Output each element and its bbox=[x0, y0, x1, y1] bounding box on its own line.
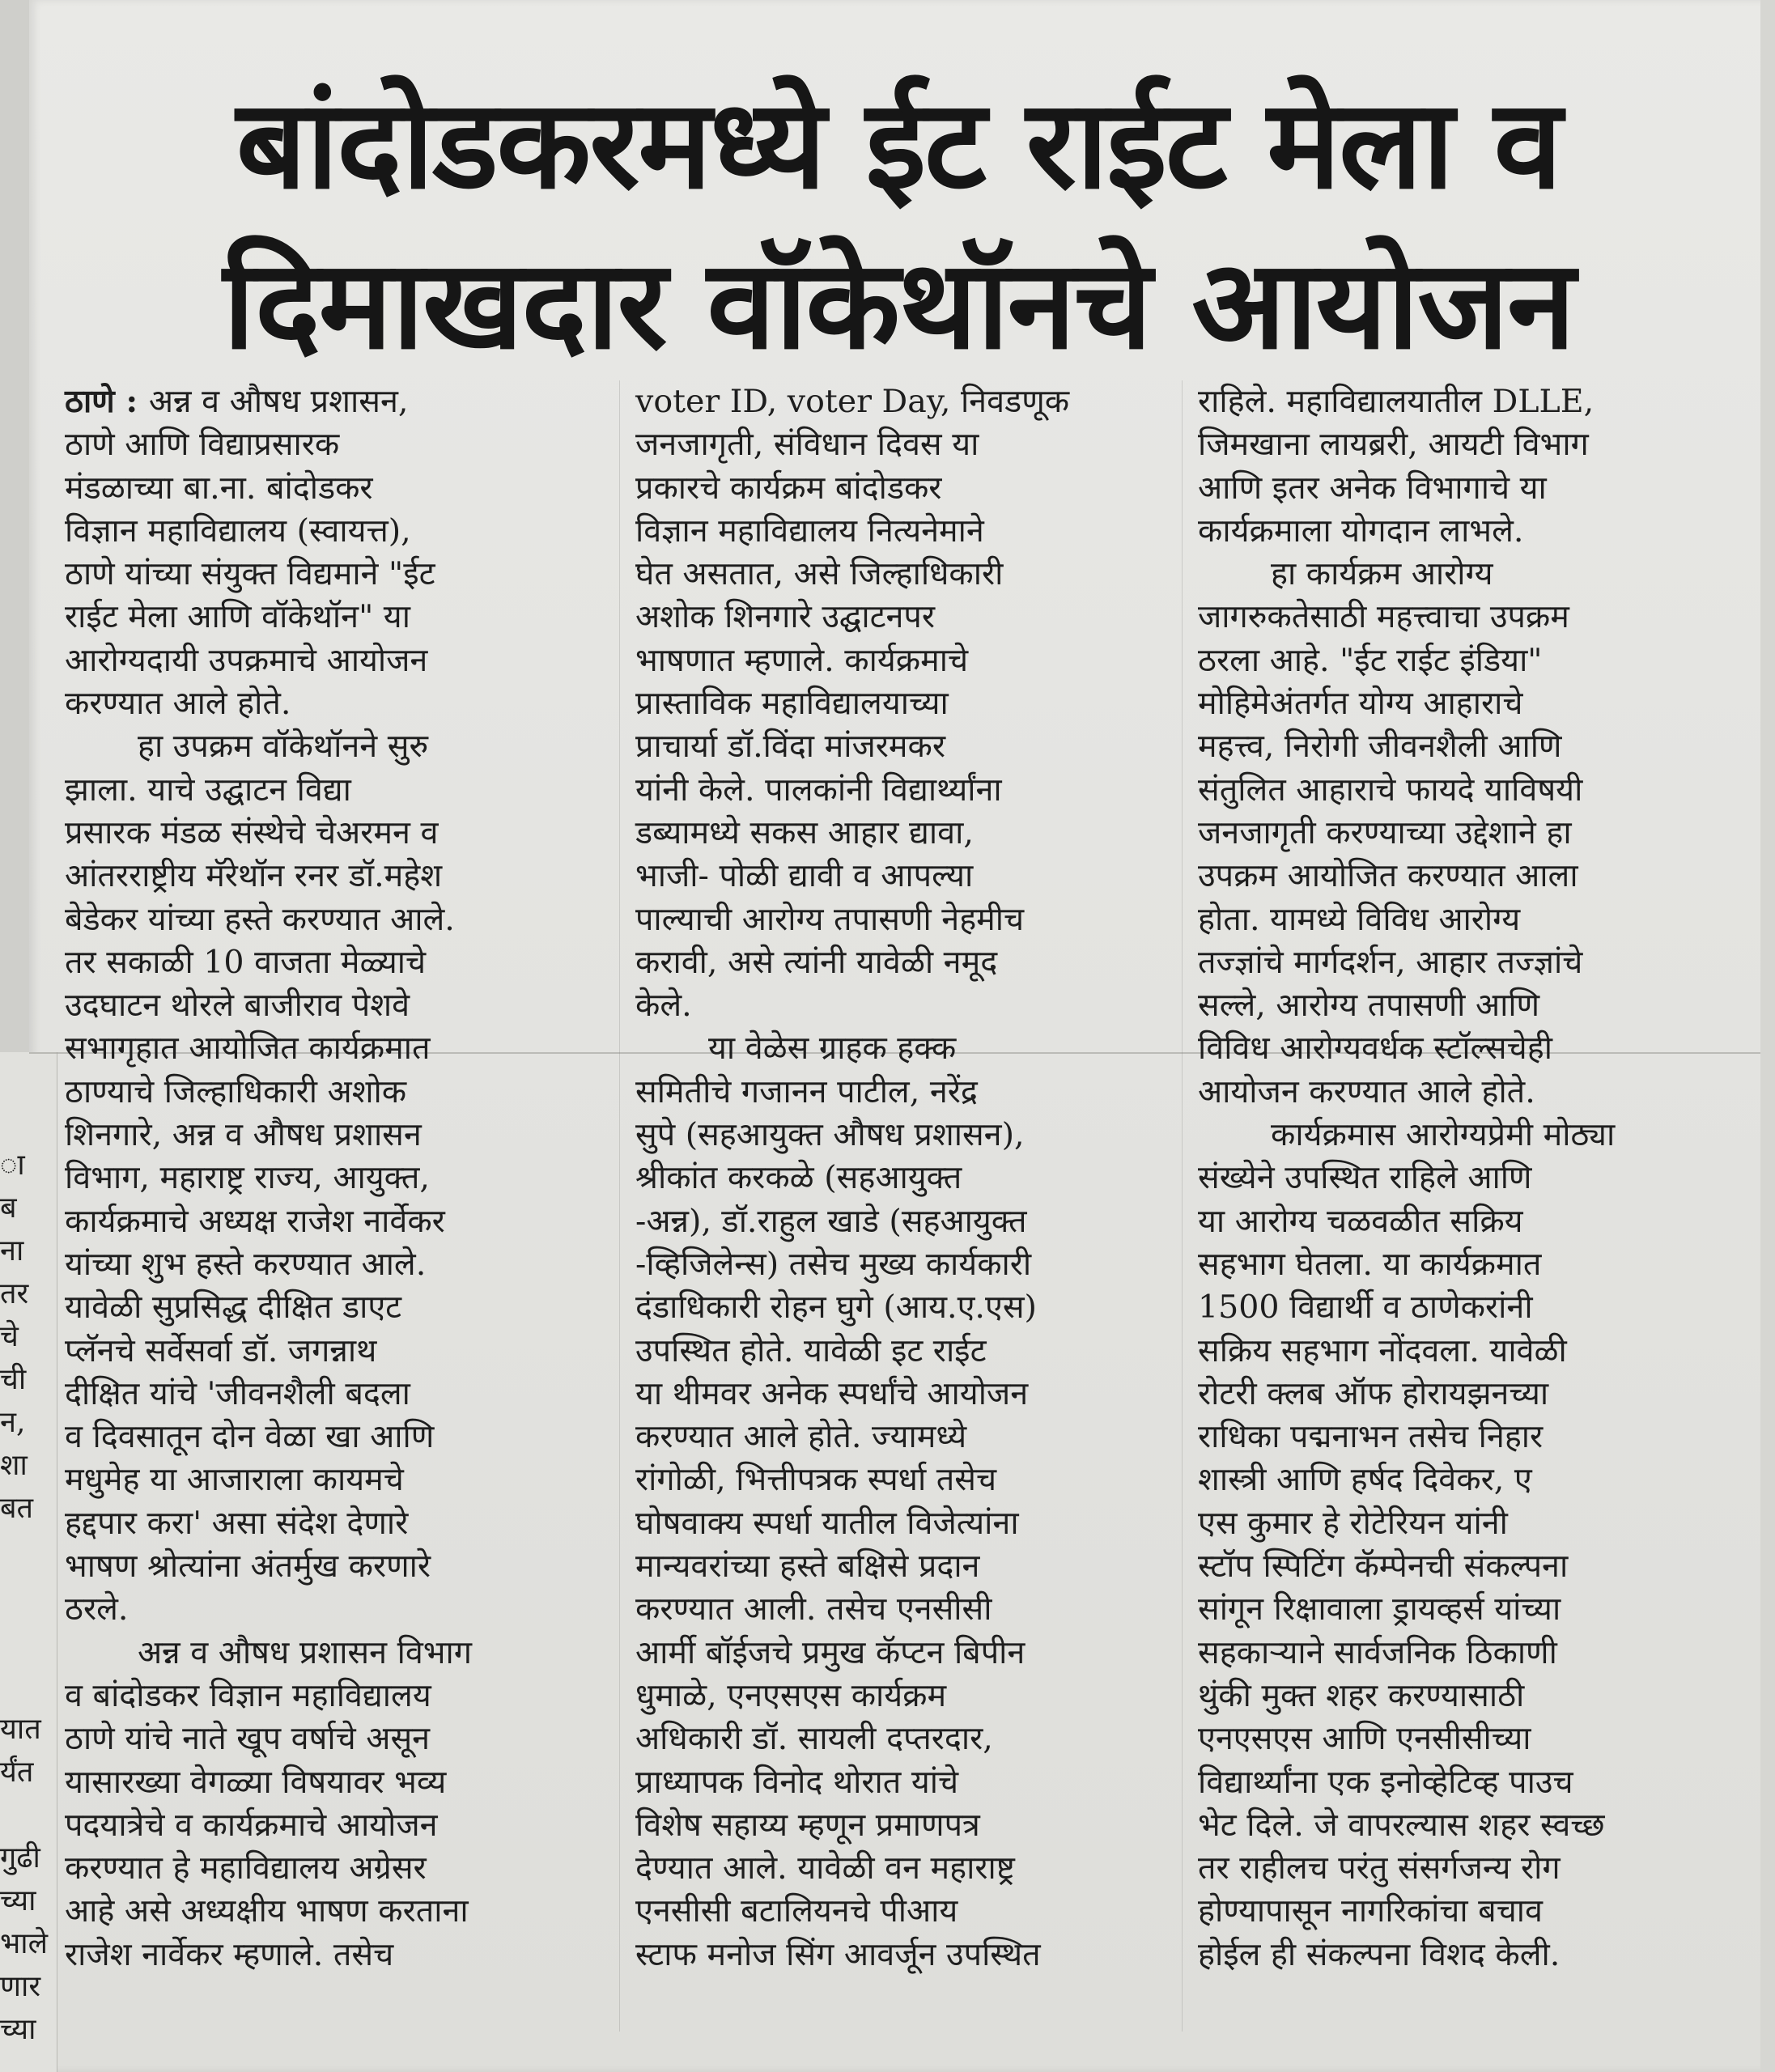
line-text: या थीमवर अनेक स्पर्धांचे आयोजन bbox=[635, 1374, 1029, 1412]
headline-line-2: दिमाखदार वॉकेथॉनचे आयोजन bbox=[223, 233, 1574, 376]
text-line bbox=[635, 898, 1161, 941]
line-text: घोषवाक्य स्पर्धा यातील विजेत्यांना bbox=[635, 1504, 1019, 1542]
text-line bbox=[65, 1373, 591, 1416]
text-line bbox=[1198, 1373, 1724, 1416]
line-text: प्रकारचे कार्यक्रम बांदोडकर bbox=[635, 469, 942, 507]
text-line bbox=[65, 1330, 591, 1373]
line-text: दंडाधिकारी रोहन घुगे (आय.ए.एस) bbox=[635, 1289, 1037, 1327]
text-line bbox=[65, 1243, 591, 1286]
line-text: राईट मेला आणि वॉकेथॉन" या bbox=[65, 598, 410, 636]
line-text: सहकाऱ्याने सार्वजनिक ठिकाणी bbox=[1198, 1633, 1557, 1671]
line-text: एस कुमार हे रोटेरियन यांनी bbox=[1198, 1504, 1508, 1542]
text-line bbox=[65, 380, 591, 423]
text-line bbox=[635, 1632, 1161, 1675]
page-edge bbox=[1760, 0, 1775, 2072]
text-line bbox=[65, 639, 591, 682]
line-text: सांगून रिक्षावाला ड्रायव्हर्स यांच्या bbox=[1198, 1590, 1561, 1628]
line-text: जागरुकतेसाठी महत्त्वाचा उपक्रम bbox=[1198, 598, 1569, 636]
line-text: थुंकी मुक्त शहर करण्यासाठी bbox=[1198, 1676, 1525, 1714]
line-text: हद्दपार करा' असा संदेश देणारे bbox=[65, 1504, 409, 1542]
line-text: करण्यात हे महाविद्यालय अग्रेसर bbox=[65, 1849, 427, 1887]
line-text: जनजागृती, संविधान दिवस या bbox=[635, 426, 979, 464]
line-text: एनसीसी बटालियनचे पीआय bbox=[635, 1892, 958, 1930]
line-text: विविध आरोग्यवर्धक स्टॉल्सचेही bbox=[1198, 1030, 1552, 1068]
text-line bbox=[1198, 1675, 1724, 1717]
text-line bbox=[65, 682, 591, 725]
text-line bbox=[635, 855, 1161, 898]
text-line bbox=[65, 1761, 591, 1804]
line-text: कार्यक्रमाचे अध्यक्ष राजेश नार्वेकर bbox=[65, 1202, 445, 1240]
line-text: समितीचे गजानन पाटील, नरेंद्र bbox=[635, 1072, 978, 1110]
headline-line-1: बांदोडकरमध्ये ईट राईट मेला व bbox=[236, 73, 1561, 216]
line-text: करण्यात आले होते. ज्यामध्ये bbox=[635, 1418, 967, 1456]
text-line bbox=[1198, 984, 1724, 1027]
line-text: करावी, असे त्यांनी यावेळी नमूद bbox=[635, 943, 998, 981]
line-text: संतुलित आहाराचे फायदे याविषयी bbox=[1198, 771, 1583, 809]
text-line bbox=[65, 1114, 591, 1157]
line-text: उपक्रम आयोजित करण्यात आला bbox=[1198, 857, 1578, 895]
text-line bbox=[1198, 1416, 1724, 1458]
line-text: -व्हिजिलेन्स) तसेच मुख्य कार्यकारी bbox=[635, 1245, 1032, 1283]
dateline: ठाणे : bbox=[65, 383, 149, 420]
text-line bbox=[1198, 467, 1724, 510]
text-line bbox=[635, 1114, 1161, 1157]
text-line bbox=[635, 639, 1161, 682]
text-line bbox=[65, 553, 591, 596]
line-text: होण्यापासून नागरिकांचा बचाव bbox=[1198, 1892, 1543, 1930]
line-text: ठाणे आणि विद्याप्रसारक bbox=[65, 426, 340, 464]
text-line bbox=[65, 769, 591, 812]
line-text: आहे असे अध्यक्षीय भाषण करताना bbox=[65, 1892, 469, 1930]
line-text: प्राचार्या डॉ.विंदा मांजरमकर bbox=[635, 728, 946, 766]
text-line bbox=[635, 1804, 1161, 1847]
fragment-text: च्या bbox=[0, 2013, 36, 2046]
text-line bbox=[1198, 639, 1724, 682]
line-text: होता. यामध्ये विविध आरोग्य bbox=[1198, 900, 1521, 938]
line-text: राहिले. महाविद्यालयातील DLLE, bbox=[1198, 383, 1595, 420]
text-line bbox=[65, 1027, 591, 1070]
fragment-text: तर bbox=[0, 1277, 29, 1310]
line-text: उदघाटन थोरले बाजीराव पेशवे bbox=[65, 987, 410, 1025]
text-line bbox=[635, 1934, 1161, 1976]
text-line bbox=[635, 1373, 1161, 1416]
fragment-text: गुढी bbox=[0, 1841, 40, 1875]
line-text: आर्मी बॉईजचे प्रमुख कॅप्टन बिपीन bbox=[635, 1633, 1026, 1671]
text-line bbox=[635, 1071, 1161, 1114]
text-line bbox=[1198, 1934, 1724, 1976]
text-line bbox=[1198, 1200, 1724, 1243]
text-line bbox=[635, 1502, 1161, 1545]
text-line bbox=[65, 1157, 591, 1199]
line-text: केले. bbox=[635, 987, 692, 1025]
line-text: 1500 विद्यार्थी व ठाणेकरांनी bbox=[1198, 1289, 1533, 1327]
line-text: भाषण श्रोत्यांना अंतर्मुख करणारे bbox=[65, 1548, 431, 1586]
line-text: आयोजन करण्यात आले होते. bbox=[1198, 1072, 1535, 1110]
line-text: अन्न व औषध प्रशासन, bbox=[148, 383, 409, 420]
text-line bbox=[635, 1675, 1161, 1717]
text-line bbox=[635, 1027, 1161, 1070]
line-text: डब्यामध्ये सकस आहार द्यावा, bbox=[635, 813, 974, 851]
text-line bbox=[1198, 1071, 1724, 1114]
text-line bbox=[1198, 1890, 1724, 1933]
text-line bbox=[635, 1545, 1161, 1588]
line-text: कार्यक्रमाला योगदान लाभले. bbox=[1198, 512, 1524, 550]
line-text: बेडेकर यांच्या हस्ते करण्यात आले. bbox=[65, 900, 455, 938]
text-line bbox=[65, 855, 591, 898]
line-text: voter ID, voter Day, निवडणूक bbox=[635, 383, 1070, 420]
text-line bbox=[1198, 423, 1724, 466]
line-text: हा उपक्रम वॉकेथॉनने सुरु bbox=[138, 728, 429, 766]
text-line bbox=[65, 1717, 591, 1760]
fragment-text: ची bbox=[0, 1363, 27, 1396]
line-text: उपस्थित होते. यावेळी इट राईट bbox=[635, 1331, 987, 1369]
text-line bbox=[635, 1761, 1161, 1804]
text-line bbox=[1198, 769, 1724, 812]
line-text: मधुमेह या आजाराला कायमचे bbox=[65, 1461, 404, 1499]
text-line bbox=[1198, 553, 1724, 596]
text-line bbox=[635, 682, 1161, 725]
text-line bbox=[635, 423, 1161, 466]
line-text: कार्यक्रमास आरोग्यप्रेमी मोठ्या bbox=[1271, 1116, 1616, 1154]
text-line bbox=[635, 380, 1161, 423]
text-line bbox=[635, 1243, 1161, 1286]
text-line bbox=[1198, 1588, 1724, 1631]
line-text: सल्ले, आरोग्य तपासणी आणि bbox=[1198, 987, 1540, 1025]
line-text: होईल ही संकल्पना विशद केली. bbox=[1198, 1935, 1561, 1973]
line-text: अधिकारी डॉ. सायली दप्तरदार, bbox=[635, 1720, 993, 1758]
line-text: तर सकाळी 10 वाजता मेळ्याचे bbox=[65, 943, 427, 981]
text-line bbox=[635, 984, 1161, 1027]
line-text: संख्येने उपस्थित राहिले आणि bbox=[1198, 1159, 1532, 1197]
text-line bbox=[65, 467, 591, 510]
line-text: आणि इतर अनेक विभागाचे या bbox=[1198, 469, 1547, 507]
line-text: झाला. याचे उद्घाटन विद्या bbox=[65, 771, 351, 809]
line-text: राजेश नार्वेकर म्हणाले. तसेच bbox=[65, 1935, 394, 1973]
line-text: आंतरराष्ट्रीय मॅरेथॉन रनर डॉ.महेश bbox=[65, 857, 443, 895]
line-text: विद्यार्थ्यांना एक इनोव्हेटिव्ह पाउच bbox=[1198, 1763, 1573, 1801]
text-line bbox=[65, 510, 591, 553]
line-text: विज्ञान महाविद्यालय (स्वायत्त), bbox=[65, 512, 411, 550]
text-line bbox=[635, 553, 1161, 596]
text-line bbox=[1198, 1114, 1724, 1157]
text-line bbox=[1198, 725, 1724, 768]
fragment-text: ा bbox=[0, 1149, 25, 1182]
line-text: ठरले. bbox=[65, 1590, 129, 1628]
text-line bbox=[1198, 1804, 1724, 1847]
text-line bbox=[65, 1416, 591, 1458]
text-line bbox=[65, 1545, 591, 1588]
text-line bbox=[1198, 1243, 1724, 1286]
line-text: स्टॉप स्पिटिंग कॅम्पेनची संकल्पना bbox=[1198, 1548, 1569, 1586]
text-line bbox=[635, 941, 1161, 984]
line-text: मान्यवरांच्या हस्ते बक्षिसे प्रदान bbox=[635, 1548, 980, 1586]
line-text: रोटरी क्लब ऑफ होरायझनच्या bbox=[1198, 1374, 1549, 1412]
fragment-text: बत bbox=[0, 1492, 34, 1525]
line-text: पाल्याची आरोग्य तपासणी नेहमीच bbox=[635, 900, 1025, 938]
text-line bbox=[635, 467, 1161, 510]
text-line bbox=[1198, 682, 1724, 725]
text-line bbox=[65, 1458, 591, 1501]
line-text: भेट दिले. जे वापरल्यास शहर स्वच्छ bbox=[1198, 1806, 1605, 1844]
line-text: जनजागृती करण्याच्या उद्देशाने हा bbox=[1198, 813, 1572, 851]
line-text: स्टाफ मनोज सिंग आवर्जून उपस्थित bbox=[635, 1935, 1041, 1973]
line-text: विभाग, महाराष्ट्र राज्य, आयुक्त, bbox=[65, 1159, 430, 1197]
text-line bbox=[1198, 941, 1724, 984]
text-line bbox=[1198, 1027, 1724, 1070]
line-text: ठरला आहे. "ईट राईट इंडिया" bbox=[1198, 641, 1543, 679]
line-text: यावेळी सुप्रसिद्ध दीक्षित डाएट bbox=[65, 1289, 402, 1327]
line-text: जिमखाना लायब्ररी, आयटी विभाग bbox=[1198, 426, 1589, 464]
line-text: -अन्न), डॉ.राहुल खाडे (सहआयुक्त bbox=[635, 1202, 1027, 1240]
line-text: घेत असतात, असे जिल्हाधिकारी bbox=[635, 555, 1004, 593]
text-line bbox=[1198, 1502, 1724, 1545]
line-text: अशोक शिनगारे उद्घाटनपर bbox=[635, 598, 935, 636]
text-line bbox=[65, 423, 591, 466]
line-text: यासारख्या वेगळ्या विषयावर भव्य bbox=[65, 1763, 447, 1801]
text-line bbox=[65, 1502, 591, 1545]
text-line bbox=[635, 1416, 1161, 1458]
line-text: सभागृहात आयोजित कार्यक्रमात bbox=[65, 1030, 431, 1068]
adjacent-article-fragments-lower bbox=[0, 1708, 49, 2051]
text-line bbox=[1198, 380, 1724, 423]
text-line bbox=[1198, 1632, 1724, 1675]
text-line bbox=[1198, 510, 1724, 553]
text-line bbox=[1198, 898, 1724, 941]
fragment-text: न, bbox=[0, 1406, 26, 1439]
text-line bbox=[65, 1934, 591, 1976]
text-line bbox=[65, 1890, 591, 1933]
column-gutter bbox=[1182, 380, 1183, 2032]
line-text: मंडळाच्या बा.ना. बांदोडकर bbox=[65, 469, 373, 507]
line-text: हा कार्यक्रम आरोग्य bbox=[1271, 555, 1493, 593]
text-line bbox=[1198, 1330, 1724, 1373]
fragment-text: चे bbox=[0, 1320, 19, 1353]
text-line bbox=[635, 1330, 1161, 1373]
text-line bbox=[65, 941, 591, 984]
article-column-3 bbox=[1198, 380, 1724, 1976]
line-text: तज्ज्ञांचे मार्गदर्शन, आहार तज्ज्ञांचे bbox=[1198, 943, 1583, 981]
article-headline bbox=[97, 65, 1700, 385]
line-text: प्राध्यापक विनोद थोरात यांचे bbox=[635, 1763, 959, 1801]
line-text: शास्त्री आणि हर्षद दिवेकर, ए bbox=[1198, 1461, 1532, 1499]
fragment-text: ब bbox=[0, 1191, 17, 1225]
text-line bbox=[65, 1847, 591, 1890]
line-text: श्रीकांत करकळे (सहआयुक्त bbox=[635, 1159, 962, 1197]
text-line bbox=[1198, 1286, 1724, 1329]
line-text: भाजी- पोळी द्यावी व आपल्या bbox=[635, 857, 974, 895]
line-text: राधिका पद्मनाभन तसेच निहार bbox=[1198, 1418, 1544, 1456]
line-text: सुपे (सहआयुक्त औषध प्रशासन), bbox=[635, 1116, 1025, 1154]
line-text: देण्यात आले. यावेळी वन महाराष्ट्र bbox=[635, 1849, 1015, 1887]
line-text: धुमाळे, एनएसएस कार्यक्रम bbox=[635, 1676, 947, 1714]
text-line bbox=[635, 725, 1161, 768]
text-line bbox=[635, 1157, 1161, 1199]
text-line bbox=[1198, 1157, 1724, 1199]
text-line bbox=[65, 1200, 591, 1243]
line-text: मोहिमेअंतर्गत योग्य आहाराचे bbox=[1198, 685, 1523, 723]
line-text: पदयात्रेचे व कार्यक्रमाचे आयोजन bbox=[65, 1806, 438, 1844]
fragment-text: भाले bbox=[0, 1927, 49, 1960]
line-text: व बांदोडकर विज्ञान महाविद्यालय bbox=[65, 1676, 431, 1714]
text-line bbox=[1198, 1717, 1724, 1760]
line-text: प्रसारक मंडळ संस्थेचे चेअरमन व bbox=[65, 813, 439, 851]
line-text: अन्न व औषध प्रशासन विभाग bbox=[138, 1633, 473, 1671]
line-text: रांगोळी, भित्तीपत्रक स्पर्धा तसेच bbox=[635, 1461, 997, 1499]
fragment-text: ना bbox=[0, 1234, 24, 1267]
adjacent-article-fragments-upper bbox=[0, 1101, 49, 1530]
line-text: ठाणे यांच्या संयुक्त विद्यमाने "ईट bbox=[65, 555, 435, 593]
line-text: ठाण्याचे जिल्हाधिकारी अशोक bbox=[65, 1072, 407, 1110]
text-line bbox=[65, 812, 591, 855]
text-line bbox=[635, 1286, 1161, 1329]
text-line bbox=[635, 510, 1161, 553]
line-text: तर राहीलच परंतु संसर्गजन्य रोग bbox=[1198, 1849, 1561, 1887]
line-text: यांच्या शुभ हस्ते करण्यात आले. bbox=[65, 1245, 427, 1283]
article-column-1 bbox=[65, 380, 591, 1976]
text-line bbox=[65, 1286, 591, 1329]
text-line bbox=[635, 812, 1161, 855]
line-text: ठाणे यांचे नाते खूप वर्षाचे असून bbox=[65, 1720, 431, 1758]
line-text: या वेळेस ग्राहक हक्क bbox=[708, 1030, 957, 1068]
article-column-2 bbox=[635, 380, 1161, 1976]
line-text: सहभाग घेतला. या कार्यक्रमात bbox=[1198, 1245, 1542, 1283]
text-line bbox=[65, 1804, 591, 1847]
text-line bbox=[65, 984, 591, 1027]
text-line bbox=[65, 1071, 591, 1114]
line-text: प्लॅनचे सर्वेसर्वा डॉ. जगन्नाथ bbox=[65, 1331, 377, 1369]
text-line bbox=[1198, 1761, 1724, 1804]
line-text: शिनगारे, अन्न व औषध प्रशासन bbox=[65, 1116, 422, 1154]
line-text: यांनी केले. पालकांनी विद्यार्थ्यांना bbox=[635, 771, 1002, 809]
column-gutter bbox=[619, 380, 620, 2032]
fragment-text: णार bbox=[0, 1970, 41, 2003]
fragment-text bbox=[0, 1794, 49, 1836]
fragment-text bbox=[0, 1101, 49, 1144]
text-line bbox=[1198, 1847, 1724, 1890]
fragment-text: शा bbox=[0, 1449, 28, 1482]
text-line bbox=[1198, 812, 1724, 855]
line-text: एनएसएस आणि एनसीसीच्या bbox=[1198, 1720, 1531, 1758]
text-line bbox=[635, 1200, 1161, 1243]
line-text: आरोग्यदायी उपक्रमाचे आयोजन bbox=[65, 641, 428, 679]
text-line bbox=[1198, 1458, 1724, 1501]
line-text: प्रास्ताविक महाविद्यालयाच्या bbox=[635, 685, 949, 723]
text-line bbox=[65, 1632, 591, 1675]
text-line bbox=[635, 1717, 1161, 1760]
line-text: करण्यात आले होते. bbox=[65, 685, 291, 723]
line-text: दीक्षित यांचे 'जीवनशैली बदला bbox=[65, 1374, 410, 1412]
line-text: विशेष सहाय्य म्हणून प्रमाणपत्र bbox=[635, 1806, 980, 1844]
text-line bbox=[65, 596, 591, 639]
line-text: विज्ञान महाविद्यालय नित्यनेमाने bbox=[635, 512, 984, 550]
text-line bbox=[65, 898, 591, 941]
text-line bbox=[635, 1588, 1161, 1631]
fragment-text: यात bbox=[0, 1713, 41, 1746]
line-text: व दिवसातून दोन वेळा खा आणि bbox=[65, 1418, 435, 1456]
line-text: करण्यात आली. तसेच एनसीसी bbox=[635, 1590, 992, 1628]
line-text: सक्रिय सहभाग नोंदवला. यावेळी bbox=[1198, 1331, 1567, 1369]
text-line bbox=[635, 769, 1161, 812]
text-line bbox=[635, 596, 1161, 639]
fragment-text: र्यंत bbox=[0, 1756, 34, 1789]
fragment-text: च्या bbox=[0, 1884, 36, 1917]
line-text: या आरोग्य चळवळीत सक्रिय bbox=[1198, 1202, 1523, 1240]
text-line bbox=[65, 1675, 591, 1717]
line-text: भाषणात म्हणाले. कार्यक्रमाचे bbox=[635, 641, 969, 679]
text-line bbox=[635, 1890, 1161, 1933]
text-line bbox=[65, 1588, 591, 1631]
text-line bbox=[635, 1458, 1161, 1501]
text-line bbox=[1198, 596, 1724, 639]
text-line bbox=[635, 1847, 1161, 1890]
text-line bbox=[1198, 1545, 1724, 1588]
text-line bbox=[65, 725, 591, 768]
text-line bbox=[1198, 855, 1724, 898]
line-text: महत्त्व, निरोगी जीवनशैली आणि bbox=[1198, 728, 1562, 766]
